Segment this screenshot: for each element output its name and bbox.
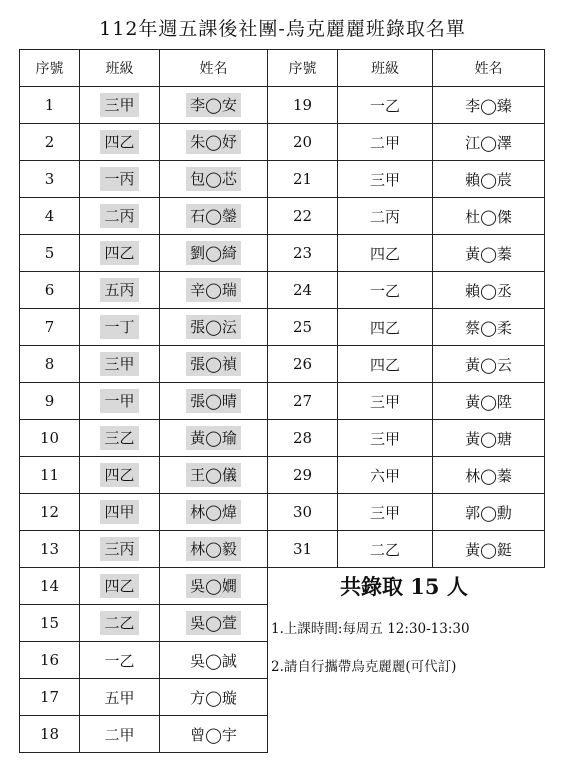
row-number: 4 <box>20 198 80 235</box>
page-title: 112年週五課後社團-烏克麗麗班錄取名單 <box>99 18 466 40</box>
row-number: 22 <box>268 198 338 235</box>
student-name: 杜◯傑 <box>433 198 545 235</box>
student-name-cell <box>160 494 268 531</box>
student-name: 包◯芯 <box>186 167 241 191</box>
student-name: 張◯晴 <box>186 389 241 413</box>
student-name: 江◯澤 <box>433 124 545 161</box>
student-name-cell <box>160 420 268 457</box>
student-class: 四乙 <box>100 130 138 154</box>
student-class: 一乙 <box>338 272 433 309</box>
table-row <box>20 124 545 161</box>
student-name: 黃◯瑜 <box>186 426 241 450</box>
student-class-cell <box>80 87 160 124</box>
student-name-cell <box>160 124 268 161</box>
table-row <box>20 272 545 309</box>
table-row <box>20 494 545 531</box>
student-name: 張◯沄 <box>186 315 241 339</box>
student-name: 黃◯鋌 <box>433 531 545 568</box>
table-row <box>20 346 545 383</box>
row-number: 31 <box>268 531 338 568</box>
student-class: 二甲 <box>80 716 160 753</box>
student-name: 林◯蓁 <box>433 457 545 494</box>
student-class-cell <box>80 272 160 309</box>
table-row <box>20 457 545 494</box>
student-name: 賴◯莀 <box>433 161 545 198</box>
header-no: 序號 <box>20 50 80 87</box>
row-number: 27 <box>268 383 338 420</box>
student-name-cell <box>160 605 268 642</box>
row-number: 6 <box>20 272 80 309</box>
row-number: 26 <box>268 346 338 383</box>
header-name: 姓名 <box>433 50 545 87</box>
student-name: 郭◯勳 <box>433 494 545 531</box>
table-row <box>20 87 545 124</box>
row-number: 14 <box>20 568 80 605</box>
header-no: 序號 <box>268 50 338 87</box>
student-name-cell <box>160 383 268 420</box>
row-number: 20 <box>268 124 338 161</box>
header-class: 班級 <box>80 50 160 87</box>
student-class: 三乙 <box>100 426 138 450</box>
student-class-cell <box>80 494 160 531</box>
row-number: 16 <box>20 642 80 679</box>
row-number: 12 <box>20 494 80 531</box>
row-number: 30 <box>268 494 338 531</box>
row-number: 29 <box>268 457 338 494</box>
student-class-cell <box>80 198 160 235</box>
student-class-cell <box>80 457 160 494</box>
student-class: 一丁 <box>100 315 138 339</box>
student-name-cell <box>160 568 268 605</box>
table-row <box>20 161 545 198</box>
student-name-cell <box>160 346 268 383</box>
row-number: 19 <box>268 87 338 124</box>
row-number: 15 <box>20 605 80 642</box>
student-class: 四乙 <box>338 346 433 383</box>
summary-panel <box>268 569 548 755</box>
student-name-cell <box>160 87 268 124</box>
student-name-cell <box>160 309 268 346</box>
student-class-cell <box>80 420 160 457</box>
row-number: 25 <box>268 309 338 346</box>
student-class: 三丙 <box>100 537 138 561</box>
student-class: 一乙 <box>338 87 433 124</box>
note-class-time: 1.上課時間:每周五 12:30-13:30 <box>271 621 470 637</box>
student-name: 林◯煒 <box>186 500 241 524</box>
row-number: 11 <box>20 457 80 494</box>
student-class-cell <box>80 346 160 383</box>
table-row <box>20 531 545 568</box>
student-class: 二丙 <box>100 204 138 228</box>
student-class: 五甲 <box>80 679 160 716</box>
row-number: 10 <box>20 420 80 457</box>
table-row <box>20 383 545 420</box>
student-class: 四乙 <box>100 241 138 265</box>
row-number: 24 <box>268 272 338 309</box>
student-name: 曾◯宇 <box>160 716 268 753</box>
student-class-cell <box>80 531 160 568</box>
student-name: 張◯禎 <box>186 352 241 376</box>
table-row <box>20 235 545 272</box>
student-name-cell <box>160 457 268 494</box>
row-number: 7 <box>20 309 80 346</box>
row-number: 13 <box>20 531 80 568</box>
student-class: 一丙 <box>100 167 138 191</box>
note-bring-ukulele: 2.請自行攜帶烏克麗麗(可代訂) <box>271 659 457 675</box>
student-name: 吳◯誠 <box>160 642 268 679</box>
row-number: 18 <box>20 716 80 753</box>
student-name: 李◯臻 <box>433 87 545 124</box>
student-name: 吳◯嫺 <box>186 574 241 598</box>
student-class: 三甲 <box>338 420 433 457</box>
student-class: 一乙 <box>80 642 160 679</box>
student-name: 李◯安 <box>186 93 241 117</box>
student-class: 三甲 <box>100 93 138 117</box>
student-class: 三甲 <box>338 383 433 420</box>
student-class: 六甲 <box>338 457 433 494</box>
student-name-cell <box>160 198 268 235</box>
student-class: 二甲 <box>338 124 433 161</box>
table-row <box>20 309 545 346</box>
table-row <box>20 198 545 235</box>
student-class: 一甲 <box>100 389 138 413</box>
student-class: 二乙 <box>100 611 138 635</box>
row-number: 3 <box>20 161 80 198</box>
row-number: 8 <box>20 346 80 383</box>
student-class: 五丙 <box>100 278 138 302</box>
student-class-cell <box>80 383 160 420</box>
student-class-cell <box>80 235 160 272</box>
student-name: 黃◯瑭 <box>433 420 545 457</box>
student-class-cell <box>80 309 160 346</box>
row-number: 2 <box>20 124 80 161</box>
student-class: 四乙 <box>338 235 433 272</box>
total-accepted: 共錄取 15 人 <box>340 574 468 599</box>
student-name: 林◯毅 <box>186 537 241 561</box>
student-class: 四乙 <box>100 574 138 598</box>
row-number: 1 <box>20 87 80 124</box>
student-name-cell <box>160 531 268 568</box>
row-number: 5 <box>20 235 80 272</box>
student-name: 劉◯綺 <box>186 241 241 265</box>
student-name-cell <box>160 235 268 272</box>
student-name: 黃◯蓁 <box>433 235 545 272</box>
student-name: 石◯鎣 <box>186 204 241 228</box>
student-class-cell <box>80 568 160 605</box>
row-number: 28 <box>268 420 338 457</box>
student-name: 朱◯妤 <box>186 130 241 154</box>
student-class: 二乙 <box>338 531 433 568</box>
student-name: 王◯儀 <box>186 463 241 487</box>
student-class: 四甲 <box>100 500 138 524</box>
header-name: 姓名 <box>160 50 268 87</box>
header-row <box>20 50 545 87</box>
student-name: 黃◯陞 <box>433 383 545 420</box>
student-class: 三甲 <box>338 161 433 198</box>
student-name: 黃◯云 <box>433 346 545 383</box>
student-class: 四乙 <box>100 463 138 487</box>
row-number: 9 <box>20 383 80 420</box>
table-row <box>20 420 545 457</box>
student-name: 賴◯丞 <box>433 272 545 309</box>
student-name: 吳◯萱 <box>186 611 241 635</box>
student-class-cell <box>80 161 160 198</box>
student-class: 二丙 <box>338 198 433 235</box>
header-class: 班級 <box>338 50 433 87</box>
row-number: 17 <box>20 679 80 716</box>
student-class: 三甲 <box>100 352 138 376</box>
student-name-cell <box>160 161 268 198</box>
student-class-cell <box>80 605 160 642</box>
student-name: 方◯璇 <box>160 679 268 716</box>
student-name-cell <box>160 272 268 309</box>
row-number: 21 <box>268 161 338 198</box>
student-class: 三甲 <box>338 494 433 531</box>
row-number: 23 <box>268 235 338 272</box>
student-name: 辛◯瑞 <box>186 278 241 302</box>
student-class-cell <box>80 124 160 161</box>
student-name: 蔡◯柔 <box>433 309 545 346</box>
student-class: 四乙 <box>338 309 433 346</box>
